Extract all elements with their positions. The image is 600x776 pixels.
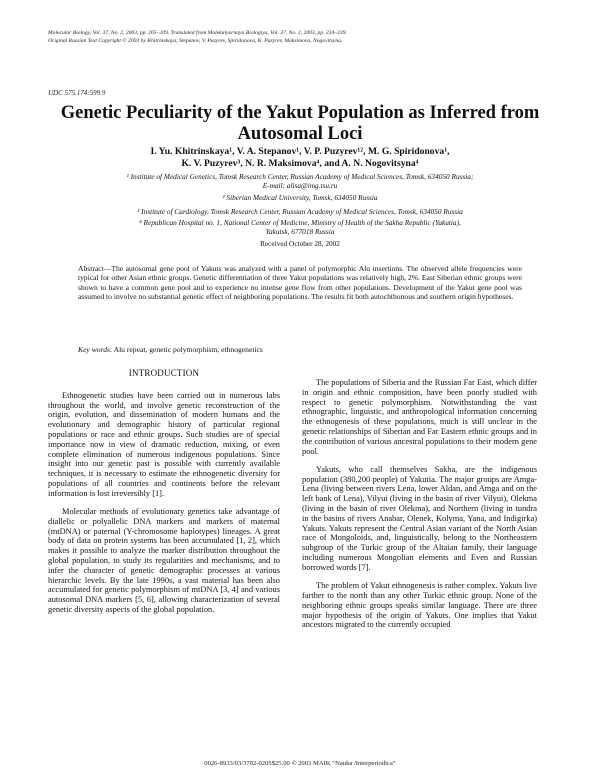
affiliation-2: ² Siberian Medical University, Tomsk, 634050 Russia xyxy=(222,193,378,202)
affiliation-1 xyxy=(40,172,560,190)
affiliation-4-city: Yakutsk, 677018 Russia xyxy=(265,227,335,237)
journal-header xyxy=(48,30,568,45)
affiliation-4 xyxy=(40,218,560,236)
paragraph: Yakuts, who call themselves Sakha, are the indigenous population (380,200 people) of Yakutia. The major groups are Amga-Lena (living between rivers Lena, lower Aldan, and Amga and on the left bank of Lena), Vilyui (living in the basin of river Vilyui), Olekma (living in the basin of river Olekma), and Northern (living in tundra in the basins of rivers Anabar, Olenek, Kolyma, Yana, and Indigirka) Yakuts. Yakuts represent the Central Asian variant of the North Asian race of Mongoloids, and, linguistically, belong to the Northeastern subgroup of the Turkic group of the Altaian family, their language including numerous Mongolian elements and Even and Russian borrowed words [7]. xyxy=(302,464,537,572)
abstract-label: Abstract xyxy=(78,264,104,273)
right-column xyxy=(302,378,537,639)
affiliation-email: E-mail: alisa@img.tsu.ru xyxy=(262,181,338,191)
authors-line-1: I. Yu. Khitrinskaya¹, V. A. Stepanov¹, V. P. Puzyrev¹², M. G. Spiridonova¹, xyxy=(150,146,450,157)
keywords xyxy=(78,345,522,354)
abstract-text: —The autosomal gene pool of Yakuts was analyzed with a panel of polymorphic Alu insertions. The observed allele frequencies were typical for other Asian ethnic groups. Genetic differentiation of three Yakut populations was relatively high, 2%. East Siberian ethnic groups were shown to have a common gene pool and to experience no intense gene flow from other populations. Development of the Yakut gene pool was assumed to involve no substantial genetic effect of neighboring populations. The results fit both autochthonous and southern origin hypotheses. xyxy=(78,264,522,301)
authors-line-2: K. V. Puzyrev³, N. R. Maksimova⁴, and A. N. Nogovitsyna⁴ xyxy=(181,158,419,170)
author-list xyxy=(60,146,540,171)
affiliation-4-text: ⁴ Republican Hospital no. 1, National Center of Medicine, Ministry of Health of the Sakha Republic (Yakutia), xyxy=(139,218,461,227)
introduction-heading: INTRODUCTION xyxy=(128,368,200,378)
affiliation-1-text: ¹ Institute of Medical Genetics, Tomsk Research Center, Russian Academy of Medical Sciences, Tomsk, 634050 Russia; xyxy=(126,172,474,181)
left-column xyxy=(48,369,280,623)
paragraph: The problem of Yakut ethnogenesis is rather complex. Yakuts live farther to the north than any other Turkic ethnic group. None of the neighboring ethnic groups speaks similar language. There are three major hypothesis of the origin of Yakuts. One implies that Yakut ancestors migrated to the currently occupied xyxy=(302,581,537,630)
udc-code: UDC 575.174:599.9 xyxy=(48,89,106,97)
copyright-line: Original Russian Text Copyright © 2003 by Khitrinskaya, Stepanov, V. Puzyrev, Spiridonova, K. Puzyrev, Maksimova, Nogovitsyna. xyxy=(48,37,343,44)
paragraph: Molecular methods of evolutionary genetics take advantage of diallelic or polyallelic DNA markers and markers of maternal (mtDNA) or paternal (Y-chromosome haplotypes) lineages. A great body of data on protein systems has been accumulated [1, 2], which makes it possible to analyze the marker distribution throughout the global population, to study its regularities and mechanisms, and to infer the character of genetic demographic processes at various hierarchic levels. By the late 1990s, a vast material has been also accumulated for genetic polymorphism of mtDNA [3, 4] and various autosomal DNA markers [5, 6], allowing characterization of several genetic diversity aspects of the global population. xyxy=(48,507,280,615)
page-footer: 0026-8933/03/3702-0205$25.00 © 2003 MAIK “Nauka /Interperiodica” xyxy=(204,760,396,767)
keywords-text: : Alu repeat, genetic polymorphism, ethnogenetics xyxy=(110,345,263,354)
abstract xyxy=(78,264,522,301)
paragraph: Ethnogenetic studies have been carried out in numerous labs throughout the world, and involve genetic reconstruction of the origin, evolution, and dissemination of modern humans and the evolutionary and demographic history of particular regional populations or race and ethnic groups. Such studies are of special importance now in view of dramatic reduction, mixing, or even complete elimination of numerous indigenous populations. Since insight into our genetic past is possible with currently available techniques, it is necessary to estimate the ethnogenetic diversity for populations of all countries and continents before the relevant information is lost irreversibly [1]. xyxy=(48,390,280,498)
received-date: Received October 28, 2002 xyxy=(260,239,340,248)
affiliation-3: ³ Institute of Cardiology, Tomsk Research Center, Russian Academy of Medical Sciences, Tomsk, 634050 Russia xyxy=(137,207,463,216)
paragraph: The populations of Siberia and the Russian Far East, which differ in origin and ethnic composition, have been poorly studied with respect to genetic polymorphism. Notwithstanding the vast ethnographic, linguistic, and anthropological information concerning the ethnogenesis of these populations, much is still unclear in the genetic relationships of Siberian and Far Eastern ethnic groups and in the contribution of various ancestral populations to their modern gene pool. xyxy=(302,378,537,456)
journal-citation: Molecular Biology, Vol. 37, No. 2, 2003, pp. 205–209. Translated from Molekulyarnaya Biologiya, Vol. 37, No. 2, 2003, pp. 234–239. xyxy=(48,30,347,36)
keywords-label: Key words xyxy=(78,345,110,354)
paper-title: Genetic Peculiarity of the Yakut Population as Inferred from Autosomal Loci xyxy=(60,103,540,144)
